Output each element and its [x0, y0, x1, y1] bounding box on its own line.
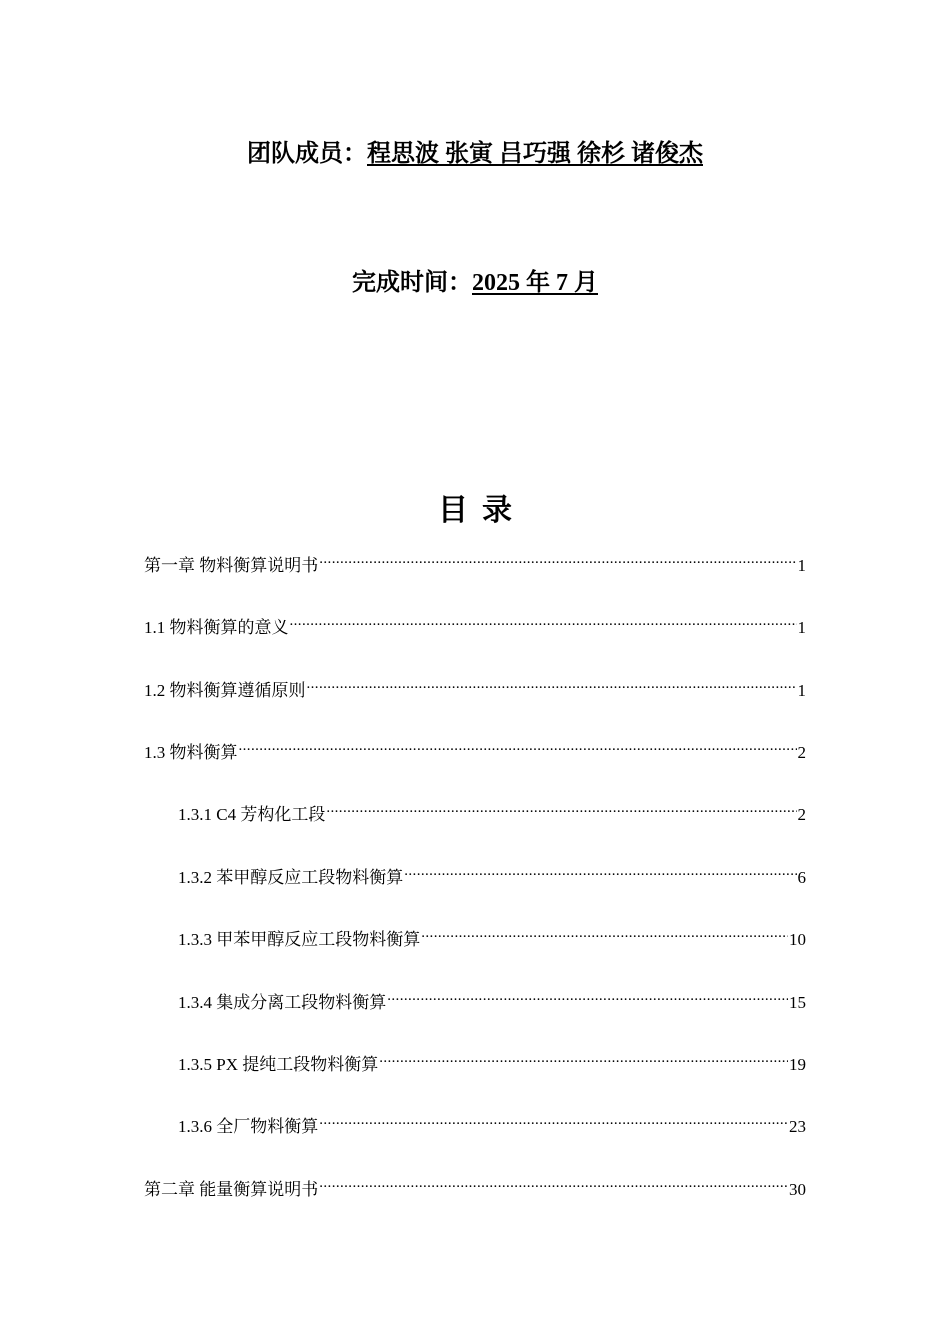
toc-leader-dots [290, 609, 797, 633]
toc-leader-dots [319, 1171, 788, 1195]
toc-leader-dots [239, 734, 797, 758]
toc-entry-label: 1.3 物料衡算 [144, 743, 238, 762]
team-members-label: 团队成员： [247, 141, 367, 167]
toc-entry[interactable] [144, 672, 806, 700]
toc-leader-dots [326, 796, 796, 820]
toc-leader-dots [404, 859, 796, 883]
toc-entry-page: 2 [797, 805, 806, 824]
toc-entry-label: 1.3.4 集成分离工段物料衡算 [178, 993, 387, 1012]
toc-entry-label: 1.2 物料衡算遵循原则 [144, 681, 306, 700]
toc-leader-dots [421, 921, 788, 945]
toc-entry[interactable] [178, 984, 806, 1012]
toc-entry[interactable] [178, 1108, 806, 1136]
toc-leader-dots [319, 1108, 788, 1132]
toc-entry[interactable] [178, 859, 806, 887]
toc-entry[interactable] [144, 547, 806, 575]
toc-entry-page: 19 [789, 1055, 806, 1074]
toc-entry-page: 15 [789, 993, 806, 1012]
toc-entry-label: 1.3.2 苯甲醇反应工段物料衡算 [178, 868, 404, 887]
toc-entry-page: 6 [797, 868, 806, 887]
toc-entry-page: 10 [789, 930, 806, 949]
toc-entry-label: 第二章 能量衡算说明书 [144, 1180, 319, 1199]
toc-entry-label: 1.1 物料衡算的意义 [144, 618, 289, 637]
toc-leader-dots [387, 984, 788, 1008]
toc-leader-dots [379, 1046, 788, 1070]
toc-entry-label: 1.3.6 全厂物料衡算 [178, 1117, 319, 1136]
toc-entry-page: 23 [789, 1117, 806, 1136]
completion-date-line [0, 262, 950, 297]
toc-entry[interactable] [178, 796, 806, 824]
toc-entry-page: 1 [797, 556, 806, 575]
team-members-line [0, 133, 950, 168]
toc-entry[interactable] [144, 734, 806, 762]
toc-entry[interactable] [144, 609, 806, 637]
toc-title: 目录 [438, 493, 526, 528]
toc-entry[interactable] [144, 1171, 806, 1199]
toc-leader-dots [307, 672, 797, 696]
toc-entry-page: 1 [797, 618, 806, 637]
toc-entry-label: 1.3.1 C4 芳构化工段 [178, 805, 326, 824]
toc-entry-page: 30 [789, 1180, 806, 1199]
toc-entry-label: 1.3.5 PX 提纯工段物料衡算 [178, 1055, 379, 1074]
toc-entry-label: 第一章 物料衡算说明书 [144, 556, 319, 575]
toc-entry[interactable] [178, 1046, 806, 1074]
toc-entry[interactable] [178, 921, 806, 949]
completion-date-label: 完成时间： [352, 270, 472, 296]
toc-entry-page: 1 [797, 681, 806, 700]
team-members-value: 程思波 张寅 吕巧强 徐杉 诸俊杰 [367, 141, 703, 167]
completion-date-value: 2025 年 7 月 [472, 270, 598, 296]
toc-entry-label: 1.3.3 甲苯甲醇反应工段物料衡算 [178, 930, 421, 949]
toc-leader-dots [319, 547, 796, 571]
toc-entry-page: 2 [797, 743, 806, 762]
